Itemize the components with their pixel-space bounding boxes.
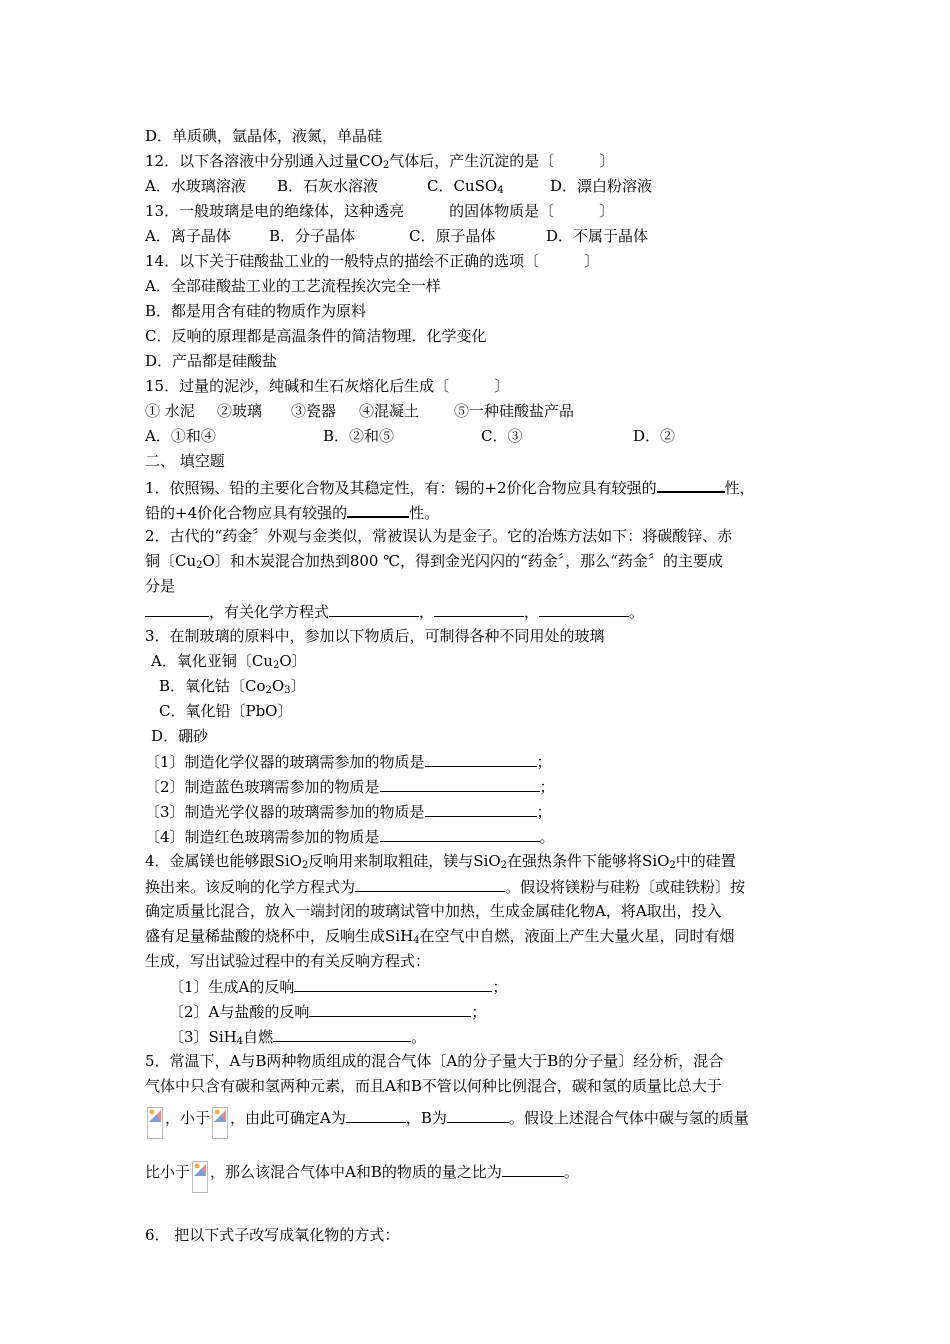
q14-option-b: B．都是用含有硅的物质作为原料 <box>145 302 367 320</box>
q12-option-d: D．漂白粉溶液 <box>550 177 653 195</box>
q13-stem: 13．一般玻璃是电的绝缘体，这种透亮 的固体物质是〔 〕 <box>145 202 615 220</box>
answer-blank[interactable] <box>425 749 537 767</box>
answer-blank[interactable] <box>502 1159 564 1177</box>
q15-item: ②玻璃 <box>217 402 263 420</box>
q15-item: ④混凝土 <box>359 402 420 420</box>
f2-line2: 铜〔$Cu_2O$〕和木炭混合加热到800 ℃，得到金光闪闪的“药金〞，那么“药金〞的主要成 <box>145 552 723 571</box>
q15-stem: 15．过量的泥沙，纯碱和生石灰熔化后生成〔 〕 <box>145 377 510 395</box>
f4-sub1: 〔1〕生成A的反响 ； <box>145 974 813 999</box>
f3-sub4: 〔4〕制造红色玻璃需参加的物质是 。 <box>145 824 813 849</box>
f3-option-a: A．氧化亚铜〔$Cu_2O$〕 <box>151 652 307 671</box>
q13-option-c: C．原子晶体 <box>409 227 496 245</box>
answer-blank[interactable] <box>434 599 524 617</box>
q13-option-a: A．离子晶体 <box>145 227 231 245</box>
f3-option-c: C．氧化铅〔PbO〕 <box>159 702 293 720</box>
answer-blank[interactable] <box>347 499 409 518</box>
q15-option-a: A．①和④ <box>145 427 216 445</box>
broken-image-icon <box>212 1107 228 1139</box>
answer-blank[interactable] <box>355 874 505 892</box>
f5-line2: 气体中只含有碳和氢两种元素，而且A和B不管以何种比例混合，碳和氢的质量比总大于 <box>145 1077 722 1095</box>
q15-option-d: D．② <box>633 427 676 445</box>
q15-option-b: B．②和⑤ <box>323 427 395 445</box>
q15-option-c: C．③ <box>481 427 523 445</box>
f3-stem: 3．在制玻璃的原料中，参加以下物质后，可制得各种不同用处的玻璃 <box>145 627 605 645</box>
answer-blank[interactable] <box>294 974 492 992</box>
q12-option-a: A．水玻璃溶液 <box>145 177 246 195</box>
f5-line4: 比小于 ，那么该混合气体中A和B的物质的量之比为 。 <box>145 1155 813 1209</box>
q15-item: ⑤一种硅酸盐产品 <box>454 402 575 420</box>
q13-option-d: D．不属于晶体 <box>546 227 649 245</box>
q14-stem: 14．以下关于硅酸盐工业的一般特点的描绘不正确的选项〔 〕 <box>145 252 600 270</box>
f1-line2: 铅的+4价化合物应具有较强的 性。 <box>145 499 813 524</box>
f4-line2: 换出来。该反响的化学方程式为 。假设将镁粉与硅粉〔或硅铁粉〕按 <box>145 874 813 899</box>
f1-line1: 1．依照锡、铅的主要化合物及其稳定性，有：锡的+2价化合物应具有较强的 性， <box>145 474 813 499</box>
answer-blank[interactable] <box>380 774 540 792</box>
answer-blank[interactable] <box>380 824 540 842</box>
f4-line4: 盛有足量稀盐酸的烧杯中，反响生成SiH$_4$在空气中自燃，液面上产生大量火星，同时有烟 <box>145 927 735 946</box>
q12-options <box>145 174 813 199</box>
q15-items <box>145 399 813 424</box>
f4-line3: 确定质量比混合，放入一端封闭的玻璃试管中加热，生成金属硅化物A，将A取出，投入 <box>145 902 722 920</box>
answer-blank[interactable] <box>145 599 209 617</box>
f5-line3: ，小于 ，由此可确定A为 ，B为 。假设上述混合气体中碳与氢的质量 <box>145 1099 813 1155</box>
answer-blank[interactable] <box>539 599 629 617</box>
f4-sub3: 〔3〕SiH$_4$自燃 。 <box>145 1024 813 1049</box>
q13-option-b: B．分子晶体 <box>269 227 356 245</box>
f2-line3: 分是 <box>145 577 176 595</box>
q12-option-b: B．石灰水溶液 <box>277 177 379 195</box>
f4-line1: 4．金属镁也能够跟SiO$_2$反响用来制取粗硅，镁与SiO$_2$在强热条件下能够将SiO$_2$中的硅置 <box>145 852 736 871</box>
q15-item: ① 水泥 <box>145 402 195 420</box>
broken-image-icon <box>147 1107 163 1139</box>
q14-option-c: C．反响的原理都是高温条件的简洁物理．化学变化 <box>145 327 487 345</box>
q14-option-a: A．全部硅酸盐工业的工艺流程挨次完全一样 <box>145 277 441 295</box>
f3-sub1: 〔1〕制造化学仪器的玻璃需参加的物质是 ； <box>145 749 813 774</box>
q12-option-c: C．CuSO$_4$ <box>427 177 504 196</box>
f3-sub2: 〔2〕制造蓝色玻璃需参加的物质是 ； <box>145 774 813 799</box>
document-page <box>145 124 813 1248</box>
q14-option-d: D．产品都是硅酸盐 <box>145 352 278 370</box>
q12-stem: 12．以下各溶液中分别通入过量$CO_2$气体后，产生沉淀的是〔 〕 <box>145 152 615 171</box>
f4-line5: 生成，写出试验过程中的有关反响方程式： <box>145 952 431 970</box>
f3-option-b: B．氧化钴〔$Co_2O_3$〕 <box>159 677 306 696</box>
answer-blank[interactable] <box>447 1105 509 1123</box>
q15-options <box>145 424 813 449</box>
q13-options <box>145 224 813 249</box>
f5-line1: 5．常温下，A与B两种物质组成的混合气体〔A的分子量大于B的分子量〕经分析，混合 <box>145 1052 724 1070</box>
answer-blank[interactable] <box>309 999 471 1017</box>
answer-blank[interactable] <box>329 599 419 617</box>
answer-blank[interactable] <box>425 799 537 817</box>
f2-line4: ，有关化学方程式 ， ， 。 <box>145 599 813 624</box>
f2-line1: 2．古代的“药金〞外观与金类似，常被误认为是金子。它的冶炼方法如下：将碳酸锌、赤 <box>145 527 733 545</box>
answer-blank[interactable] <box>273 1024 411 1042</box>
q11-option-d: D．单质碘，氩晶体，液氮，单晶硅 <box>145 127 383 145</box>
f3-sub3: 〔3〕制造光学仪器的玻璃需参加的物质是 ； <box>145 799 813 824</box>
f4-sub2: 〔2〕A与盐酸的反响 ； <box>145 999 813 1024</box>
section-heading-fill-in: 二、 填空题 <box>145 452 225 470</box>
broken-image-icon <box>192 1161 208 1193</box>
f3-option-d: D．硼砂 <box>151 727 209 745</box>
f6-stem: 6． 把以下式子改写成氧化物的方式： <box>145 1226 400 1244</box>
q15-item: ③瓷器 <box>291 402 337 420</box>
answer-blank[interactable] <box>346 1105 406 1123</box>
answer-blank[interactable] <box>657 474 725 493</box>
